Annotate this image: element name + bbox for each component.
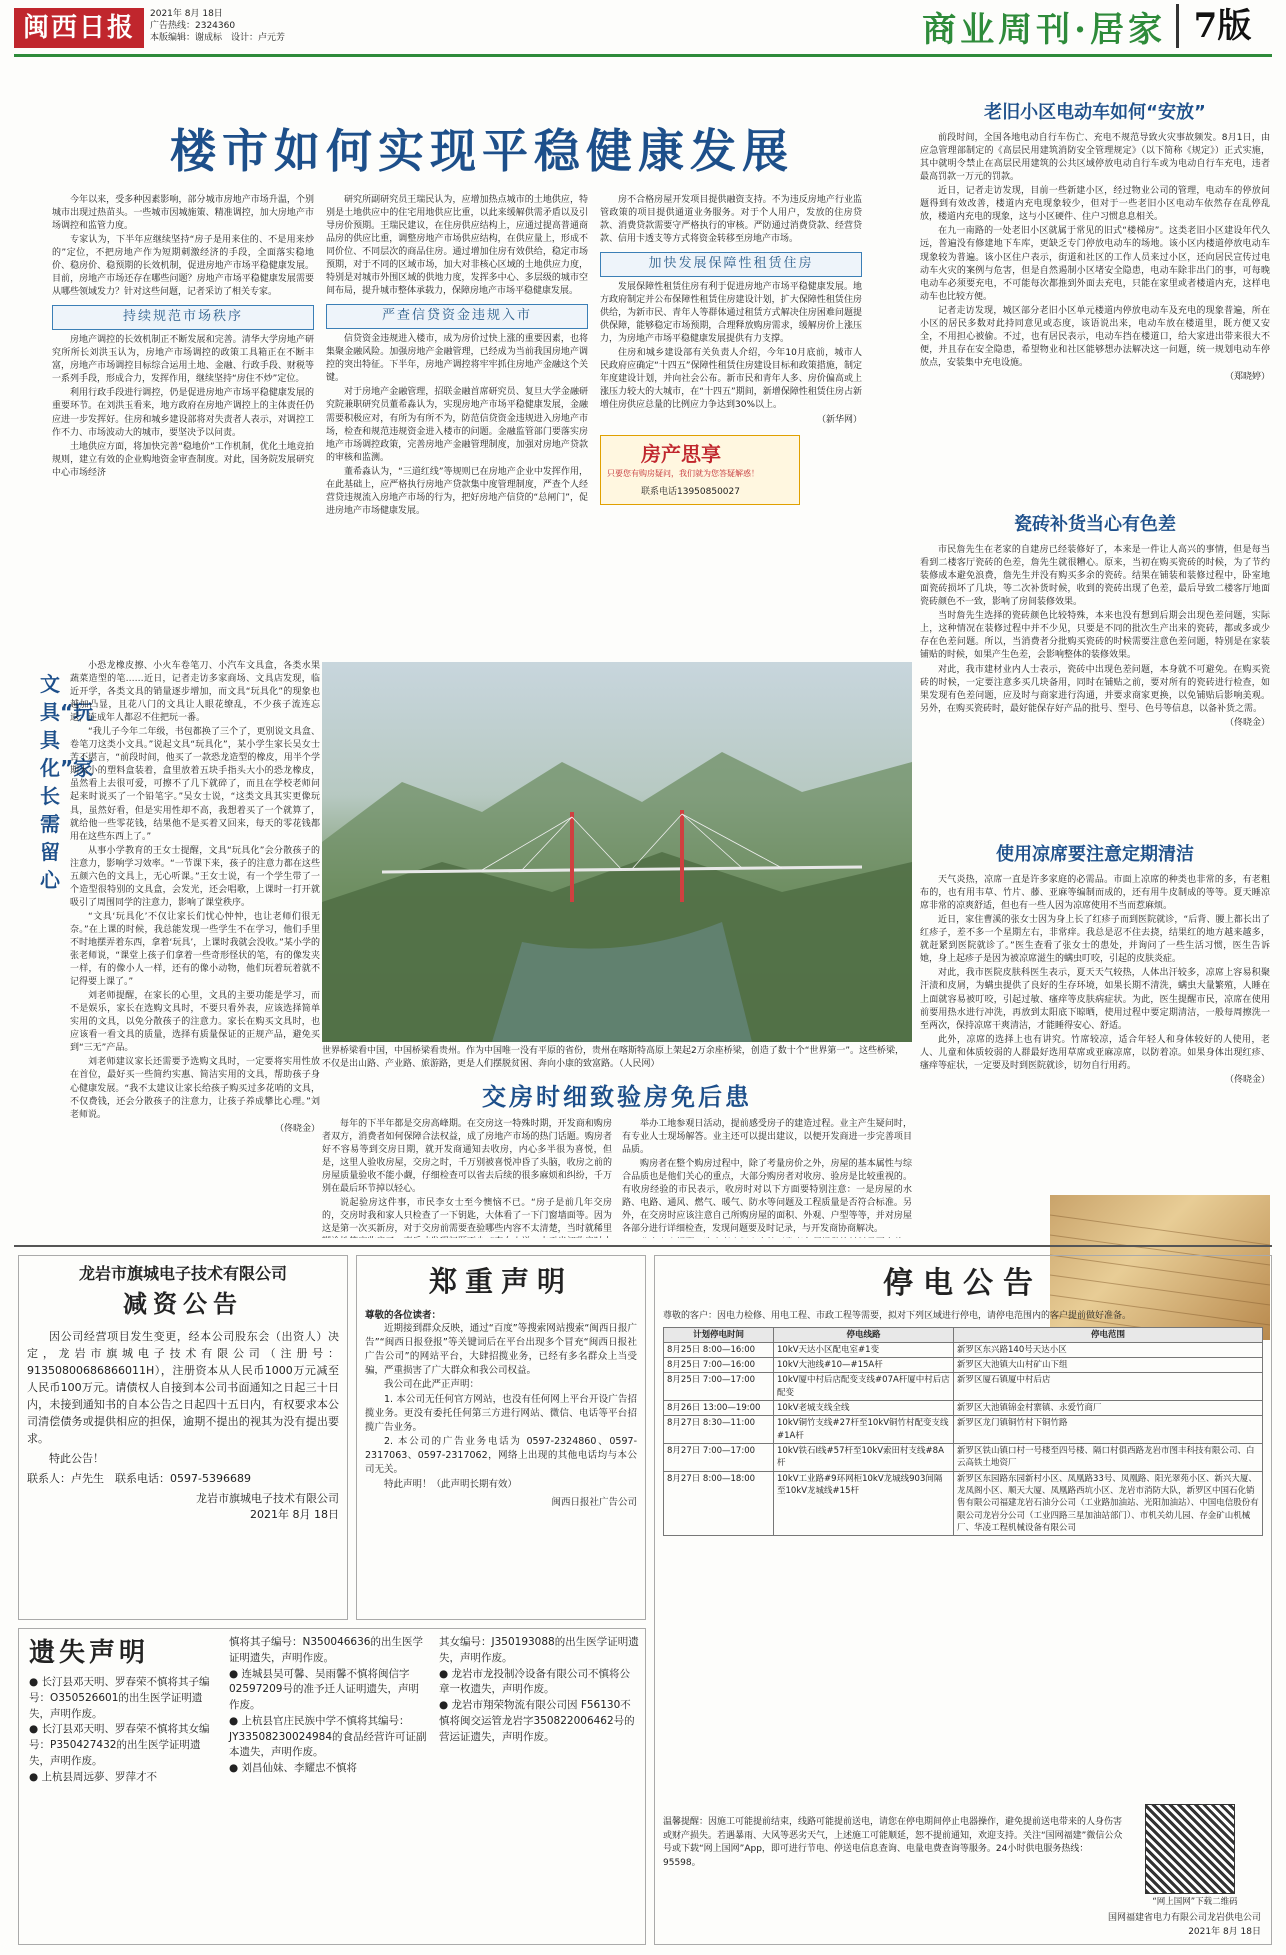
stationery-body [70,660,320,1136]
lost-item: ● 长汀县邓天明、罗春荣不慎将其子编号：O350526601的出生医学证明遗失，声明作废。 [29,1676,210,1720]
paragraph: 特此声明！（此声明长期有效） [384,1478,518,1490]
lost-col-2 [229,1635,429,1777]
paragraph: 董希淼认为，“三道红线”等规则已在房地产企业中发挥作用，在此基础上，应严格执行房地产贷款集中度管理制度，严查个人经营贷违规流入房地产市场的行为，把好房地产信贷的“总闸门”，促进房地产市场健康发展。 [326,466,588,516]
author: （佟晓金） [1224,717,1270,728]
cell-line: 10kV厦中村后店配变支线#07A杆厦中村后店配变 [774,1373,954,1401]
acceptance-title: 交房时细致验房免后患 [482,1082,752,1111]
power-outage-notice [654,1255,1272,1945]
notice-title: 减资公告 [123,1290,243,1319]
paragraph: 此外，凉席的选择上也有讲究。竹席较凉，适合年轻人和身体较好的人使用，老人、儿童和体质较弱的人群最好选用草席或亚麻凉席，以防着凉。如果身体出现红疹、瘙痒等症状，一定要及时到医院就诊，切勿自行用药。 [920,1034,1270,1071]
paragraph: 房地产调控的长效机制正不断发展和完善。清华大学房地产研究所所长刘洪玉认为，房地产市场调控的政策工具箱正在不断丰富，房地产市场调控目标综合运用土地、金融、行政手段、财税等一系列手段，形成合力，发挥作用，继续坚持“房住不炒”定位。 [52,335,314,385]
photo-caption: 世界桥梁看中国，中国桥梁看贵州。作为中国唯一没有平原的省份，贵州在喀斯特高原上架起2万余座桥梁，创造了数十个“世界第一”。这些桥梁，不仅是出山路、产业路、旅游路，更是人们摆脱贫困、奔向小康的致富路。（人民网） [322,1046,905,1070]
header-line: 停电线路 [774,1327,954,1342]
notice-contact: 联系人：卢先生 联系电话：0597-5396689 [27,1472,251,1486]
lost-item: 其女编号：J350193088的出生医学证明遗失，声明作废。 [439,1636,639,1664]
promo-title: 房产思享 [641,441,721,466]
acceptance-article [322,1080,912,1238]
paragraph: 小恐龙橡皮擦、小火车卷笔刀、小汽车文具盒，各类水果蔬菜造型的笔……近日，记者走访多家商场、文具店发现，临近开学，各类文具的销量逐步增加，而文具“玩具化”的现象也越加凸显，且花八门的文具让人眼花缭乱，不少孩子流连忘返，连成年人都忍不住把玩一番。 [70,661,320,724]
bridge-photo [322,662,912,1042]
cell-time: 8月27日 8:00—18:00 [664,1471,774,1536]
cell-line: 10kV老城支线全线 [774,1401,954,1416]
outage-date: 2021年 8月 18日 [1188,1927,1261,1937]
lost-item: ● 上杭县官庄民族中学不慎将其编号：JY33508230024984的食品经营许可证副本遗失，声明作废。 [229,1714,427,1759]
paragraph: 从事小学教育的王女士提醒，文具“玩具化”会分散孩子的注意力，影响学习效率。“一节课下来，孩子的注意力都在这些五颜六色的文具上，无心听课。”王女士说，有一个学生带了一个造型很特别的文具盒，会发光，还会唱歌，上课时一打开就吸引了周围同学的注意力，影响了课堂秩序。 [70,845,320,908]
lost-item: ● 连城县吴可馨、吴雨馨不慎将闽信字02597209号的准予迁人证明遗失，声明作废。 [229,1667,419,1711]
promo-contact: 联系电话13950850027 [641,486,740,497]
ebike-article [920,100,1270,492]
acceptance-col-1 [322,1118,612,1238]
outage-notes: 温馨提醒：因施工可能提前结束，线路可能提前送电，请您在停电期间停止电器操作，避免提前送电带来的人身伤害或财产损失。若遇暴雨、大风等恶劣天气，上述施工可能顺延，恕不提前通知，欢迎支持。关注“国网福建”微信公众号或下载“网上国网”App，即可进行节电、停送电信息查询、电量电费查询等服务。24小时供电服务热线：95598。 [663,1817,1123,1868]
paragraph: 前段时间，全国各地电动自行车伤亡、充电不规范导致火灾事故频发。8月1日，由应急管理部制定的《高层民用建筑消防安全管理规定》（以下简称《规定》）正式实施，其中就明令禁止在高层民用建筑的公共区域停放电动自行车或为电动自行车充电，违者最高罚款一万元的罚款。 [920,133,1270,183]
outage-title: 停电公告 [883,1266,1043,1301]
paragraph: 刘老师建议家长还需要予选购文具时，一定要将实用性放在首位，最好买一些简约实惠、简洁实用的文具，帮助孩子身心健康发展。“我不太建议让家长给孩子购买过多花哨的文具，不仅费钱，还会分散孩子的注意力，让孩子养成攀比心理。”刘老师说。 [70,1057,320,1120]
paragraph: 每年的下半年都是交房高峰期。在交房这一特殊时期，开发商和购房者双方，消费者如何保障合法权益，成了房地产市场的热门话题。购房者好不容易等到交房日期，就开发商通知去收房，内心多半很为喜悦，但是，这里人验收房屋，交房之时，千万别被喜悦冲昏了头脑，收房之前的房屋质量验收不能小觑，仔细检查可以省去后续的很多麻烦和纠纷，千万别在最后环节掉以轻心。 [322,1119,612,1195]
paragraph: “文具‘玩具化’不仅让家长们忧心忡忡，也让老师们很无奈。”在上课的时候，我总能发现一些学生不在学习，他们手里不时地摆弄着东西，拿着‘玩具’，上课时我就会没收。”某小学的张老师说，“课堂上孩子们拿着一些奇形怪状的笔，有的像发夹一样，有的像小人一样，还有的像小动物，他们玩着玩着就不记得要上课了。” [70,911,320,988]
paragraph: 1. 本公司无任何官方网站，也没有任何网上平台开设广告招揽业务。更没有委托任何第三方进行网站、微信、电话等平台招揽广告业务。 [365,1394,637,1433]
notice-body: 因公司经营项目发生变更，经本公司股东会（出资人）决定，龙岩市旗城电子技术有限公司（注册号：91350800686866011H），注册资本从人民币1000万元减至人民币100万元。请债权人自接到本公司书面通知之日起三十日内，未接到通知书的自本公告之日起四十五日内，有权要求本公司清偿债务或提供相应的担保，逾期不提出的视其为没有提出要求。 [27,1329,339,1446]
ebike-title: 老旧小区电动车如何“安放” [984,102,1206,123]
table-row [664,1401,1263,1416]
paragraph: 信贷资金违规进入楼市，成为房价过快上涨的重要因素，也将集聚金融风险。加强房地产金融管理，已经成为当前我国房地产调控的突出特征。下半年，房地产调控将牢牢抓住房地产金融这个关键。 [326,334,588,384]
promo-box [600,435,800,505]
masthead [0,0,1286,58]
paragraph: 对此，我市医院皮肤科医生表示，夏天天气较热，人体出汗较多，凉席上容易积聚汗渍和皮屑，为螨虫提供了良好的生存环境，如果长期不清洗，螨虫大量繁殖，人睡在上面就容易被叮咬，引起过敏、瘙痒等皮肤病症状。为此，医生提醒市民，凉席在使用前要用热水进行冲洗，再放到太阳底下晾晒，使用过程中要定期清洁，一般每周擦洗一至两次，保持凉席干爽清洁，才能睡得安心、舒适。 [920,968,1270,1031]
tile-article [920,512,1270,830]
cell-time: 8月27日 7:00—17:00 [664,1444,774,1472]
main-article [52,98,912,658]
issue-date: 2021年 8月 18日 [150,9,223,19]
capital-reduction-notice [18,1255,348,1620]
cell-time: 8月25日 7:00—17:00 [664,1373,774,1401]
mat-article [920,842,1270,1197]
ads-divider [14,1245,1272,1247]
lost-item: ● 龙岩市龙投制冷设备有限公司不慎将公章一枚遗失，声明作废。 [439,1667,630,1696]
cell-line: 10kV大池线#10—#15A杆 [774,1358,954,1373]
table-header-row [664,1327,1263,1342]
paragraph: 专家认为，下半年应继续坚持“房子是用来住的、不是用来炒的”定位，不把房地产作为短期刺激经济的手段，全面落实稳地价、稳房价、稳预期的长效机制，促进房地产市场平稳健康发展。目前，房地产市场还存在哪些问题？房地产市场平稳健康发展需要从哪些领域发力？针对这些问题，记者采访了相关专家。 [52,235,314,298]
paragraph: 住房和城乡建设部有关负责人介绍，今年10月底前，城市人民政府应确定“十四五”保障性租赁住房建设目标和政策措施，制定年度建设计划，并向社会公布。新市民和青年人多、房价偏高或上涨压力较大的大城市，在“十四五”期间，新增保障性租赁住房占新增住房供应总量的比例应力争达到30%以上。 [600,348,862,411]
outage-intro: 尊敬的客户：因电力检修、用电工程、市政工程等需要，拟对下列区域进行停电，请停电范围内的客户提前做好准备。 [663,1310,1132,1321]
stationery-article [40,660,320,1238]
paragraph: 说起验房这件事，市民李女士至今懊恼不已。“房子是前几年交房的，交房时我和家人只检查了一下钥匙，大体看了一下门窗墙面等。因为这是第一次买新房，对于交房前需要查验哪些内容不太清楚，当时就稀里 [322,1198,612,1235]
paragraph: 对于房地产金融管理，招联金融首席研究员、复旦大学金融研究院兼职研究员董希淼认为，实现房地产市场平稳健康发展，金融需要积极应对，有所为有所不为，防范信贷资金违规进入房地产市场，检查和规范违规资金进入楼市的问题。金融监管部门要落实房地产市场调控政策，完善房地产金融管理制度，加强对房地产贷款的审核和监测。 [326,387,588,463]
cell-area: 新罗区东兴路140号天达小区 [954,1342,1263,1357]
notice-signature: 龙岩市旗城电子技术有限公司 [196,1492,339,1506]
cell-time: 8月25日 7:00—16:00 [664,1358,774,1373]
statement-salutation: 尊敬的各位读者： [365,1309,442,1321]
paragraph: 记者走访发现，城区部分老旧小区单元楼道内停放电动车及充电的现象普遍，所在小区的居民多数对此持同意见或态度，该语说出来，电动车放在楼道里，既方便又安全，不用担心被偷。不过，也有居民表示，电动车挡在楼道口，给大家进出带来很大不便，并且存在安全隐患，希望物业和社区能够想办法解决这一问题，统一规划电动车停放点，安装集中充电设施。 [920,305,1270,368]
tile-title: 瓷砖补货当心有色差 [1014,514,1176,535]
paragraph: 近期接到群众反映，通过“百度”等搜索网站搜索“闽西日报广告”“闽西日报登报”等关键词后在平台出现多个冒充“闽西日报社广告公司”的网站平台，大肆招揽业务，已经有多名群众上当受骗，严重损害了广大群众和我公司权益。 [365,1323,637,1376]
lost-col-3 [439,1635,639,1745]
paragraph: 土地供应方面，将加快完善“稳地价”工作机制，优化土地竞拍规则，建立有效的企业购地资金审查制度。对此，国务院发展研究中心市场经济 [52,441,314,478]
header-time: 计划停电时间 [664,1327,774,1342]
cell-time: 8月26日 13:00—19:00 [664,1401,774,1416]
lost-notice [18,1628,646,1945]
subhead-credit: 严查信贷资金违规入市 [326,304,588,329]
masthead-info [150,8,285,44]
main-article-title: 楼市如何实现平稳健康发展 [170,124,794,178]
paragraph: 我公司在此严正声明： [384,1379,480,1391]
statement-body [365,1322,637,1491]
mat-title: 使用凉席要注意定期清洁 [996,844,1194,865]
paragraph: 当时詹先生选择的瓷砖颜色比较特殊，本来也没有想到后期会出现色差问题，实际上，这种情况在装修过程中并不少见，只要是不同的批次生产出来的瓷砖，都或多或少存在色差问题。所以，当消费者分批购买瓷砖的时候需要注意色差问题，特别是在家装铺贴的时候，如果产生色差，会影响整体的装修效果。 [920,611,1270,661]
lost-item: ● 龙岩市翔荣物流有限公司因 F56130不慎将闽交运管龙岩字350822006462号的营运证遗失，声明作废。 [439,1699,635,1743]
paragraph: 利用行政手段进行调控，仍是促进房地产市场平稳健康发展的重要环节。在刘洪玉看来，地方政府在房地产调控上的主体责任仍应进一步发挥好。住房和城乡建设部将对失责者人表示，对调控工作不力、市场波动大的城市，要坚决予以问责。 [52,388,314,438]
cell-area: 新罗区厦石镇厦中村后店 [954,1373,1263,1401]
notice-special: 特此公告！ [49,1452,104,1466]
cell-area: 新罗区大池镇大山村矿山下组 [954,1358,1263,1373]
paragraph: 举办工地参观日活动，提前感受房子的建造过程。业主产生疑问时，有专业人士现场解答。业主还可以提出建议，以便开发商进一步完善项目品质。 [622,1119,912,1156]
subhead-market-order: 持续规范市场秩序 [52,305,314,330]
author: （郑晓婷） [1224,371,1270,382]
main-col-1 [52,194,314,481]
paragraph: 近日，记者走访发现，目前一些新建小区，经过物业公司的管理，电动车的停放问题得到有效改善，楼道内充电现象较少，但对于一些老旧小区电动车依然存在乱停乱放，楼道内充电的现象，这与小区硬件、住户习惯息息相关。 [920,186,1270,223]
bridge-graphic [322,662,912,1042]
table-row [664,1358,1263,1373]
table-row [664,1373,1263,1401]
author: （新华网） [816,414,862,425]
author: （佟晓金） [1224,1074,1270,1085]
editors: 本版编辑：谢成标 设计：卢元芳 [150,33,286,43]
qr-code [1145,1804,1235,1894]
cell-area: 新罗区龙门镇铜竹村下铜竹路 [954,1416,1263,1444]
paragraph: 2. 本公司的广告业务电话为 0597-2324860、0597-2317063、0597-2317062，网络上出现的其他电话均与本公司无关。 [365,1436,637,1476]
paragraph: 天气炎热，凉席一直是许多家庭的必需品。市面上凉席的种类也非常的多，有老粗布的，也有用韦草、竹片、藤、亚麻等编制而成的，还有用牛皮制成的等等。夏天睡凉席非常的凉爽舒适，但也有一些人因为凉席使用不当而惹麻烦。 [920,875,1270,912]
cell-time: 8月27日 8:30—11:00 [664,1416,774,1444]
paragraph: 刘老师提醒，在家长的心里，文具的主要功能是学习，而不是娱乐，家长在选购文具时，不要只看外表，应该选择简单实用的文具，以免分散孩子的注意力。家长在购买文具时，也应该看一看文具的质量，选择有质量保证的正规产品，避免买到“三无”产品。 [70,991,320,1054]
paragraph: 在九一南路的一处老旧小区就属于常见的旧式“楼梯房”。这类老旧小区建设年代久远，普遍没有修建地下车库，更缺乏专门停放电动车的场地。该小区内楼道停放电动车现象较为普遍。该小区住户表示，街道和社区的工作人员来过小区，还向居民宣传过电动车火灾的案例与危害，但是自然遏制小区堵安全隐患，电动车除非出门的事，可每晚电动车必须要充电，不可能每次都推到外面去充电，只能在家里或者楼道内充，这样电动车也比较方便。 [920,226,1270,302]
cell-area: 新罗区东园路东园新村小区、凤凰路33号、凤凰路、阳光翠苑小区、新兴大厦、龙凤阁小区、顺天大厦、凤凰路西坑小区、龙岩市消防大队，新罗区中国石化销售有限公司福建龙岩石油分公司（工业路加油站、光阳加油站）、中国电信股份有限公司龙岩分公司（工业四路三星加油站部门）、市机关幼儿园、存金矿山机械厂、华凌工程机械设备有限公司 [954,1471,1263,1536]
cell-line: 10kV工业路#9环网柜10kV龙城线903间隔至10kV龙城线#15杆 [774,1471,954,1536]
paragraph: 今年以来，受多种因素影响，部分城市房地产市场升温，个别城市出现过热苗头。一些城市因城施策、精准调控，加大房地产市场调控和监管力度。 [52,195,314,232]
acceptance-col-2 [622,1118,912,1238]
paragraph: “我儿子今年二年级，书包都换了三个了，更别说文具盒、卷笔刀这类小文具。”说起文具“玩具化”，某小学生家长吴女士苦不堪言，“前段时间，他买了一款恐龙造型的橡皮，用半个学期大小的塑料盒装着，盒里放着五块手指头大小的恐龙橡皮，虽然看上去很可爱，可擦不了几下就碎了，而且在学校老师问起来时说买了一个铅笔字。”吴女士说，“这类文具其实更像玩具，虽然好看，但是实用性却不高，我想着买了一个就算了，就给他一些零花钱，结果他不是买着又回来，每天的零花钱都用在这些东西上了。” [70,727,320,842]
cell-area: 新罗区大池镇锦金村寨镇、永爱竹商厂 [954,1401,1263,1416]
table-row [664,1416,1263,1444]
notice-date: 2021年 8月 18日 [250,1508,339,1522]
lost-col-1 [29,1675,219,1785]
lost-item: ● 刘昌仙妹、李耀忠不慎将 [229,1762,357,1774]
cell-area: 新罗区铁山镇口村一号楼至四号楼、隔口村俱西路龙岩市图丰科技有限公司、白云高铁土地资厂 [954,1444,1263,1472]
paragraph: 发展保障性租赁住房有利于促进房地产市场平稳健康发展。地方政府制定并公布保障性租赁住房建设计划，扩大保障性租赁住房供给，为新市民、青年人等群体通过租赁方式解决住房困难问题提供保障，能够稳定市场预期，合理释放购房需求，缓解房价上涨压力，为房地产市场平稳健康发展提供有力支撑。 [600,282,862,345]
main-col-2 [326,194,588,519]
cell-time: 8月25日 8:00—16:00 [664,1342,774,1357]
masthead-rule [14,54,1272,57]
promo-line: 只要您有购房疑问，我们就为您答疑解惑！ [607,468,759,478]
notice-company: 龙岩市旗城电子技术有限公司 [78,1264,287,1283]
statement-title: 郑重声明 [428,1265,573,1298]
solemn-statement [356,1255,646,1620]
lost-item: ● 长汀县邓天明、罗春荣不慎将其女编号：P350427432的出生医学证明遗失，声明作废。 [29,1723,210,1767]
newspaper-logo [14,8,144,48]
logo-text: 闽西日报 [22,13,135,43]
subhead-rental: 加快发展保障性租赁住房 [600,252,862,277]
cell-line: 10kV铁石I线#57杆至10kV索田村支线#8A杆 [774,1444,954,1472]
outage-table [663,1327,1263,1537]
header-area: 停电范围 [954,1327,1263,1342]
lost-title: 遗失声明 [29,1638,150,1668]
qr-caption: “网上国网”下载二维码 [1152,1897,1238,1907]
author: （佟晓金） [274,1123,320,1134]
paragraph: 市民詹先生在老家的自建房已经装修好了，本来是一件让人高兴的事情，但是每当看到二楼客厅瓷砖的色差，詹先生就很糟心。原来，当初在购买瓷砖的时候，为了节约装修成本避免浪费，詹先生并没有购买多余的瓷砖。结果在铺装和装修过程中，卧室地面瓷砖损坏了几块，等二次补货时候，收到的瓷砖出现了色差，最后导致二楼客厅地面瓷砖颜色不一致，影响了房间装修效果。 [920,545,1270,608]
cell-line: 10kV天达小区配电室#1变 [774,1342,954,1357]
cell-line: 10kV铜竹支线#27杆至10kV铜竹村配变支线#1A杆 [774,1416,954,1444]
table-row [664,1444,1263,1472]
table-row [664,1342,1263,1357]
paragraph: 近日，家住曹溪的张女士因为身上长了红疹子而到医院就诊，“后背、腰上都长出了红疹子，差不多一个星期左右，非常痒。我总是忍不住去挠，结果红的地方越来越多，就赶紧到医院就诊了。”医生查看了张女士的患处，并询问了一些生活习惯，医生告诉她，身上起疹子是因为被凉席滋生的螨虫叮咬，引起的皮肤炎症。 [920,915,1270,965]
section-title: 商业周刊·居家 [922,10,1166,50]
paragraph: 研究所副研究员王瑞民认为，应增加热点城市的土地供应，特别是土地供应中的住宅用地供应比重，以此来缓解供需矛盾以及引导房价预期。王瑞民建议，在住房供应结构上，应通过提高普通商品房的供应比重，调整房地产市场供应结构，在供应量上，形成不同价位、不同层次的商品住房。通过增加住房有效供给，稳定市场预期，对于不同的区域市场，加大对非核心区域的土地供应力度，特别是对城市外围区域的供地力度，发挥多中心、多层级的城市空间布局，提升城市整体承载力，保障房地产市场平稳健康发展。 [326,195,588,297]
paragraph: 购房者在整个购房过程中，除了考量房价之外，房屋的基本属性与综合品质也是他们关心的重点，大部分购房者对收房、验房是比较重视的。有收房经验的市民表示，收房时对以下方面要特别注意：一是房屋的水路、电路、通风、燃气、暖气、防水等问题及工程质量是否符合标准。另外，在交房时应该注意自己所购房屋的面积、外观、户型等等，并对房屋各部分进行详细检查，发现问题要及时记录，与开发商协商解决。 [622,1159,912,1235]
stationery-title: 文具“玩具化”家长需留心 [40,672,94,892]
table-row [664,1471,1263,1536]
paragraph: 房不合格房屋开发项目提供融资支持。不为违反房地产行业监管政策的项目提供通道业务服务。对于个人用户，发放的住房贷款、消费贷款需要守严格执行的审核。严防通过消费贷款、经营贷款、信用卡透支等方式将资金转移至房地产市场。 [600,195,862,245]
page-number: 7版 [1176,4,1266,48]
main-col-3 [600,194,862,505]
lost-item: 慎将其子编号：N350046636的出生医学证明遗失，声明作废。 [229,1636,423,1664]
lost-item: ● 上杭县周远夢、罗萍才不 [29,1770,157,1783]
paragraph: 对此，我市建材业内人士表示，瓷砖中出现色差问题，本身就不可避免。在购买瓷砖的时候，一定要注意多买几块备用，同时在铺贴之前，要对所有的瓷砖进行检查，如果发现有色差问题，应及时与商家进行沟通，并要求商家更换，以免铺贴后影响美观。另外，在购买瓷砖时，最好能保存好产品的批号、型号、色号等信息，以备补货之需。 [920,664,1270,714]
outage-signature: 国网福建省电力有限公司龙岩供电公司 [1107,1913,1261,1923]
ad-hotline: 广告热线：2324360 [150,21,236,31]
paragraph [622,1237,912,1238]
statement-signature: 闽西日报社广告公司 [551,1496,637,1508]
